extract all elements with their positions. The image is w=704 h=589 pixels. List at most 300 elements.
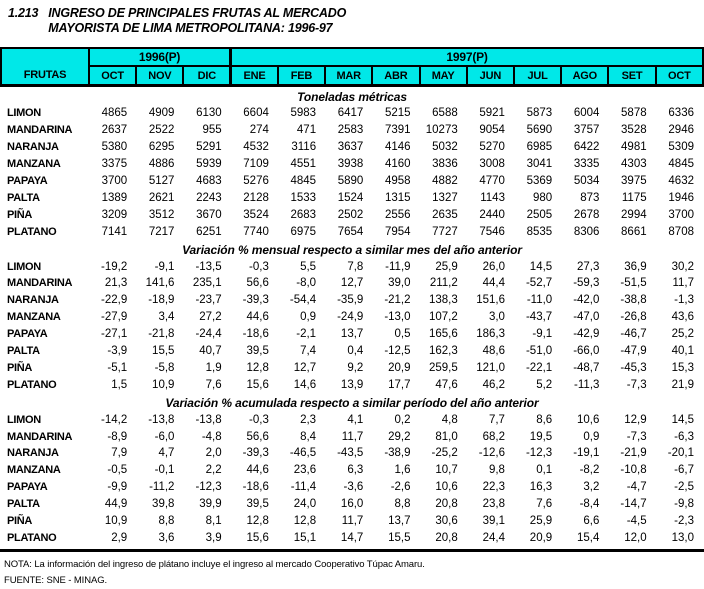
- value-cell: -18,6: [242, 328, 269, 341]
- value-cell: 6004: [573, 107, 600, 120]
- value-cell: 8535: [526, 225, 553, 238]
- value-cell: 5,2: [536, 378, 553, 391]
- value-cell: 56,6: [246, 277, 269, 290]
- value-cell: 2243: [196, 191, 222, 204]
- value-cell: -45,3: [620, 361, 647, 374]
- value-cell: 4551: [290, 158, 317, 171]
- fruit-label: PALTA: [7, 345, 40, 358]
- value-cell: -66,0: [573, 345, 600, 358]
- table-row-piña: [1, 359, 703, 376]
- fruit-label: NARANJA: [7, 294, 59, 307]
- fruit-label: PLATANO: [7, 378, 57, 391]
- value-cell: 10,9: [152, 378, 175, 391]
- table-row-piña: [1, 513, 703, 530]
- value-cell: -19,2: [101, 260, 128, 273]
- year-group-1997: 1997(P): [231, 48, 703, 66]
- value-cell: -35,9: [337, 294, 364, 307]
- value-cell: -8,0: [296, 277, 317, 290]
- value-cell: -9,1: [154, 260, 175, 273]
- fruit-label: NARANJA: [7, 447, 59, 460]
- value-cell: 39,5: [246, 345, 269, 358]
- value-cell: 39,1: [482, 515, 505, 528]
- value-cell: 21,9: [671, 378, 694, 391]
- value-cell: 4683: [196, 175, 222, 187]
- value-cell: 12,9: [624, 413, 647, 426]
- value-cell: 7,7: [488, 413, 505, 426]
- value-cell: 8,8: [158, 515, 175, 528]
- value-cell: 186,3: [476, 328, 505, 341]
- value-cell: -38,8: [620, 294, 647, 307]
- value-cell: -18,6: [242, 481, 269, 494]
- month-header-7-may: MAY: [420, 66, 467, 86]
- value-cell: 15,5: [388, 531, 411, 544]
- value-cell: 2440: [479, 208, 505, 221]
- value-cell: 1327: [432, 191, 458, 204]
- value-cell: 2583: [337, 124, 364, 137]
- report-number: 1.213: [8, 6, 39, 20]
- value-cell: 1,5: [111, 378, 128, 391]
- year-group-1996: 1996(P): [89, 48, 231, 66]
- value-cell: 2635: [432, 208, 458, 221]
- value-cell: -11,3: [574, 378, 600, 391]
- value-cell: 3,4: [158, 311, 175, 324]
- fruit-label: PIÑA: [7, 515, 33, 528]
- value-cell: -0,5: [107, 464, 128, 477]
- value-cell: 13,0: [671, 531, 694, 544]
- value-cell: -21,2: [384, 294, 411, 307]
- table-row-limon: [1, 105, 703, 122]
- table-body: [1, 86, 703, 547]
- fruit-label: LIMON: [7, 413, 41, 426]
- value-cell: 11,7: [341, 515, 364, 528]
- value-cell: 3,2: [583, 481, 600, 494]
- value-cell: 23,8: [482, 498, 505, 511]
- value-cell: 5291: [196, 141, 222, 154]
- value-cell: 4958: [384, 175, 411, 187]
- value-cell: 3700: [101, 175, 128, 187]
- value-cell: -46,7: [620, 328, 647, 341]
- value-cell: 2,2: [205, 464, 222, 477]
- value-cell: 26,0: [482, 260, 505, 273]
- value-cell: 25,2: [671, 328, 694, 341]
- value-cell: 12,8: [246, 515, 269, 528]
- value-cell: 21,3: [104, 277, 128, 290]
- value-cell: 15,3: [671, 361, 694, 374]
- fruit-label: PLATANO: [7, 531, 57, 544]
- value-cell: 5380: [101, 141, 128, 154]
- value-cell: 4770: [479, 175, 505, 187]
- section-title-row-2: [1, 393, 703, 411]
- value-cell: 4845: [668, 158, 694, 171]
- value-cell: 11,7: [341, 430, 364, 443]
- value-cell: 10,6: [435, 481, 458, 494]
- table-row-platano: [1, 376, 703, 393]
- fruit-label: PAPAYA: [7, 481, 48, 494]
- value-cell: -3,9: [107, 345, 128, 358]
- value-cell: -3,6: [343, 481, 364, 494]
- value-cell: -46,5: [289, 447, 317, 460]
- value-cell: 7109: [243, 158, 269, 171]
- value-cell: 8,1: [205, 515, 222, 528]
- value-cell: 12,8: [246, 361, 269, 374]
- value-cell: 873: [580, 191, 600, 204]
- value-cell: 16,3: [529, 481, 553, 494]
- value-cell: 2522: [148, 124, 175, 137]
- year-header-row: [1, 48, 703, 66]
- value-cell: 14,5: [529, 260, 553, 273]
- month-header-2-dic: DIC: [183, 66, 230, 86]
- value-cell: -14,7: [620, 498, 647, 511]
- value-cell: 2621: [148, 191, 175, 204]
- value-cell: 151,6: [476, 294, 505, 307]
- value-cell: 3,6: [158, 531, 175, 544]
- value-cell: 4845: [290, 175, 317, 187]
- value-cell: 3,0: [488, 311, 505, 324]
- value-cell: 7727: [432, 225, 458, 238]
- value-cell: 7654: [337, 225, 364, 238]
- value-cell: -27,1: [101, 328, 128, 341]
- value-cell: -8,9: [107, 430, 128, 443]
- value-cell: 44,9: [104, 498, 128, 511]
- value-cell: 4632: [668, 175, 694, 187]
- value-cell: 2,3: [300, 413, 317, 426]
- table-row-piña: [1, 206, 703, 223]
- value-cell: 1175: [621, 191, 647, 204]
- value-cell: 2,0: [205, 447, 222, 460]
- value-cell: -51,5: [620, 277, 647, 290]
- table-row-manzana: [1, 309, 703, 326]
- value-cell: 138,3: [428, 294, 458, 307]
- value-cell: 3975: [621, 175, 647, 187]
- table-row-naranja: [1, 139, 703, 156]
- value-cell: 19,5: [529, 430, 553, 443]
- value-cell: 4146: [384, 141, 411, 154]
- month-header-12-oct: OCT: [656, 66, 703, 86]
- value-cell: 2556: [384, 208, 411, 221]
- value-cell: 15,6: [246, 531, 269, 544]
- value-cell: 3,9: [205, 531, 222, 544]
- value-cell: 4909: [148, 107, 175, 120]
- table-row-platano: [1, 223, 703, 240]
- value-cell: 7,6: [536, 498, 553, 511]
- value-cell: 8661: [621, 225, 647, 238]
- value-cell: 15,6: [246, 378, 269, 391]
- value-cell: 27,2: [199, 311, 222, 324]
- value-cell: 6295: [148, 141, 175, 154]
- value-cell: 6,3: [347, 464, 364, 477]
- value-cell: 6130: [196, 107, 222, 120]
- table-row-papaya: [1, 173, 703, 190]
- value-cell: 5890: [337, 175, 364, 187]
- value-cell: 7546: [479, 225, 505, 238]
- value-cell: 4,7: [158, 447, 175, 460]
- value-cell: -12,3: [525, 447, 553, 460]
- value-cell: 7,8: [347, 260, 364, 273]
- value-cell: 9054: [479, 124, 505, 137]
- value-cell: 4865: [101, 107, 128, 120]
- value-cell: 235,1: [192, 277, 222, 290]
- value-cell: -13,0: [384, 311, 411, 324]
- fruit-label: PLATANO: [7, 225, 57, 238]
- value-cell: -59,3: [573, 277, 600, 290]
- value-cell: 10,9: [104, 515, 128, 528]
- value-cell: -11,4: [290, 481, 317, 494]
- value-cell: 107,2: [428, 311, 458, 324]
- value-cell: 6417: [337, 107, 364, 120]
- table-row-limon: [1, 411, 703, 428]
- value-cell: -9,9: [107, 481, 128, 494]
- value-cell: 2683: [290, 208, 317, 221]
- value-cell: -1,3: [674, 294, 694, 307]
- value-cell: 23,6: [293, 464, 317, 477]
- value-cell: -24,4: [195, 328, 222, 341]
- value-cell: 4,8: [441, 413, 458, 426]
- fruit-label: MANZANA: [7, 158, 61, 171]
- table-row-mandarina: [1, 275, 703, 292]
- value-cell: -8,2: [579, 464, 600, 477]
- value-cell: 9,2: [347, 361, 364, 374]
- value-cell: 7740: [243, 225, 269, 238]
- value-cell: -6,3: [674, 430, 694, 443]
- value-cell: 3700: [668, 208, 694, 221]
- value-cell: -26,8: [620, 311, 647, 324]
- value-cell: 1524: [337, 191, 364, 204]
- value-cell: -4,8: [201, 430, 222, 443]
- fruit-label: PALTA: [7, 498, 40, 511]
- value-cell: 4882: [432, 175, 458, 187]
- value-cell: 5034: [573, 175, 600, 187]
- value-cell: 5032: [432, 141, 458, 154]
- value-cell: 0,2: [394, 413, 411, 426]
- value-cell: 81,0: [435, 430, 458, 443]
- section-title-row-1: [1, 240, 703, 258]
- value-cell: -7,3: [626, 430, 647, 443]
- value-cell: -4,5: [626, 515, 647, 528]
- value-cell: -20,1: [667, 447, 694, 460]
- value-cell: -12,6: [478, 447, 505, 460]
- value-cell: 6975: [290, 225, 317, 238]
- value-cell: 8708: [668, 225, 694, 238]
- month-header-8-jun: JUN: [467, 66, 514, 86]
- value-cell: -27,9: [101, 311, 128, 324]
- value-cell: 2946: [668, 124, 694, 137]
- value-cell: -14,2: [101, 413, 128, 426]
- value-cell: 1533: [290, 191, 317, 204]
- value-cell: 25,9: [435, 260, 458, 273]
- value-cell: 10,6: [577, 413, 600, 426]
- table-row-mandarina: [1, 428, 703, 445]
- value-cell: 211,2: [429, 277, 458, 290]
- month-header-9-jul: JUL: [514, 66, 561, 86]
- value-cell: 24,0: [293, 498, 317, 511]
- value-cell: 5983: [290, 107, 317, 120]
- value-cell: 12,0: [624, 531, 647, 544]
- value-cell: 20,8: [435, 498, 458, 511]
- value-cell: 14,6: [293, 378, 317, 391]
- value-cell: 39,5: [246, 498, 269, 511]
- value-cell: -23,7: [195, 294, 222, 307]
- value-cell: -12,5: [384, 345, 411, 358]
- value-cell: 3938: [337, 158, 364, 171]
- value-cell: 5309: [668, 141, 694, 154]
- value-cell: -11,0: [526, 294, 553, 307]
- value-cell: -5,1: [107, 361, 128, 374]
- value-cell: 2637: [101, 124, 128, 137]
- value-cell: -51,0: [525, 345, 553, 358]
- value-cell: 4,1: [347, 413, 364, 426]
- fruit-label: PALTA: [7, 191, 40, 204]
- month-header-3-ene: ENE: [231, 66, 278, 86]
- value-cell: 36,9: [624, 260, 647, 273]
- value-cell: 4886: [148, 158, 175, 171]
- value-cell: 3836: [432, 158, 458, 171]
- value-cell: 30,2: [671, 260, 694, 273]
- value-cell: -19,1: [573, 447, 600, 460]
- value-cell: 141,6: [145, 277, 175, 290]
- value-cell: 1389: [101, 191, 128, 204]
- value-cell: 6251: [196, 225, 222, 238]
- value-cell: -2,1: [296, 328, 317, 341]
- table-row-papaya: [1, 479, 703, 496]
- fruit-label: NARANJA: [7, 141, 59, 154]
- value-cell: -0,1: [154, 464, 175, 477]
- value-cell: 12,7: [340, 277, 364, 290]
- value-cell: 162,3: [428, 345, 458, 358]
- month-header-10-ago: AGO: [561, 66, 608, 86]
- value-cell: 12,7: [293, 361, 317, 374]
- footer-fuente: FUENTE: SNE - MINAG.: [4, 575, 108, 587]
- value-cell: 22,3: [482, 481, 505, 494]
- table-row-manzana: [1, 462, 703, 479]
- value-cell: 40,1: [671, 345, 694, 358]
- value-cell: 4303: [621, 158, 647, 171]
- value-cell: 5276: [243, 175, 269, 187]
- report-title-lines: [48, 6, 704, 36]
- value-cell: -2,6: [390, 481, 411, 494]
- report-title-line2: MAYORISTA DE LIMA METROPOLITANA: 1996-97: [48, 21, 333, 35]
- value-cell: -13,8: [148, 413, 175, 426]
- value-cell: -5,8: [154, 361, 175, 374]
- value-cell: -43,5: [337, 447, 364, 460]
- frutas-header: FRUTAS: [1, 48, 89, 86]
- footer-nota: NOTA: La información del ingreso de plátano incluye el ingreso al mercado Cooperativo Túpac Amaru.: [4, 559, 425, 571]
- section-title-1: Variación % mensual respecto a similar mes del año anterior: [182, 243, 522, 258]
- value-cell: 3757: [573, 124, 600, 137]
- value-cell: 25,9: [529, 515, 553, 528]
- value-cell: 39,9: [199, 498, 222, 511]
- value-cell: -52,7: [525, 277, 553, 290]
- value-cell: 13,9: [340, 378, 364, 391]
- value-cell: 68,2: [482, 430, 505, 443]
- value-cell: 3375: [101, 158, 128, 171]
- value-cell: 7391: [384, 124, 411, 137]
- value-cell: 4160: [384, 158, 411, 171]
- value-cell: 3670: [196, 208, 222, 221]
- value-cell: 47,6: [435, 378, 458, 391]
- value-cell: 20,9: [529, 531, 553, 544]
- value-cell: 3209: [101, 208, 128, 221]
- value-cell: -4,7: [626, 481, 647, 494]
- value-cell: 3041: [526, 158, 553, 171]
- value-cell: 2,9: [111, 531, 128, 544]
- fruit-ingress-table: [0, 47, 704, 546]
- value-cell: 274: [249, 124, 269, 137]
- value-cell: 5127: [148, 175, 175, 187]
- value-cell: 48,6: [482, 345, 505, 358]
- value-cell: -47,0: [573, 311, 600, 324]
- value-cell: 43,6: [671, 311, 694, 324]
- value-cell: 5369: [526, 175, 553, 187]
- value-cell: 3528: [621, 124, 647, 137]
- value-cell: 15,1: [293, 531, 317, 544]
- month-header-11-set: SET: [608, 66, 655, 86]
- fruit-label: MANZANA: [7, 311, 61, 324]
- value-cell: 6,6: [583, 515, 600, 528]
- table-row-papaya: [1, 326, 703, 343]
- value-cell: 2128: [243, 191, 269, 204]
- value-cell: 6422: [573, 141, 600, 154]
- value-cell: 2678: [573, 208, 600, 221]
- table-row-palta: [1, 189, 703, 206]
- value-cell: 471: [296, 124, 317, 137]
- value-cell: 24,4: [482, 531, 505, 544]
- value-cell: 955: [202, 124, 222, 137]
- value-cell: 1946: [668, 191, 694, 204]
- fruit-label: MANZANA: [7, 464, 61, 477]
- table-row-mandarina: [1, 122, 703, 139]
- value-cell: 3008: [479, 158, 505, 171]
- value-cell: 3335: [573, 158, 600, 171]
- value-cell: -0,3: [249, 413, 269, 426]
- value-cell: 5873: [526, 107, 553, 120]
- value-cell: 5921: [479, 107, 505, 120]
- fruit-label: LIMON: [7, 107, 41, 120]
- value-cell: 7141: [101, 225, 128, 238]
- value-cell: -8,4: [579, 498, 600, 511]
- value-cell: 8,8: [394, 498, 411, 511]
- value-cell: -6,7: [674, 464, 694, 477]
- value-cell: 1,9: [205, 361, 222, 374]
- value-cell: 12,8: [293, 515, 317, 528]
- value-cell: -11,9: [385, 260, 411, 273]
- value-cell: -6,0: [154, 430, 175, 443]
- value-cell: -38,9: [384, 447, 411, 460]
- value-cell: -0,3: [249, 260, 269, 273]
- table-header: [1, 48, 703, 86]
- value-cell: 44,4: [482, 277, 505, 290]
- value-cell: 4532: [243, 141, 269, 154]
- value-cell: 5939: [196, 158, 222, 171]
- value-cell: 6604: [243, 107, 269, 120]
- value-cell: 2994: [621, 208, 647, 221]
- value-cell: 40,7: [199, 345, 222, 358]
- table-row-palta: [1, 496, 703, 513]
- fruit-label: PAPAYA: [7, 175, 48, 187]
- table-row-limon: [1, 258, 703, 275]
- table-row-naranja: [1, 292, 703, 309]
- value-cell: 6336: [668, 107, 694, 120]
- value-cell: 7,9: [111, 447, 128, 460]
- fruit-label: PIÑA: [7, 361, 33, 374]
- value-cell: 10,7: [435, 464, 458, 477]
- value-cell: 5215: [384, 107, 411, 120]
- value-cell: -24,9: [337, 311, 364, 324]
- table-row-platano: [1, 529, 703, 546]
- month-header-1-nov: NOV: [136, 66, 183, 86]
- value-cell: 15,5: [152, 345, 175, 358]
- value-cell: 0,5: [394, 328, 411, 341]
- value-cell: -25,2: [431, 447, 458, 460]
